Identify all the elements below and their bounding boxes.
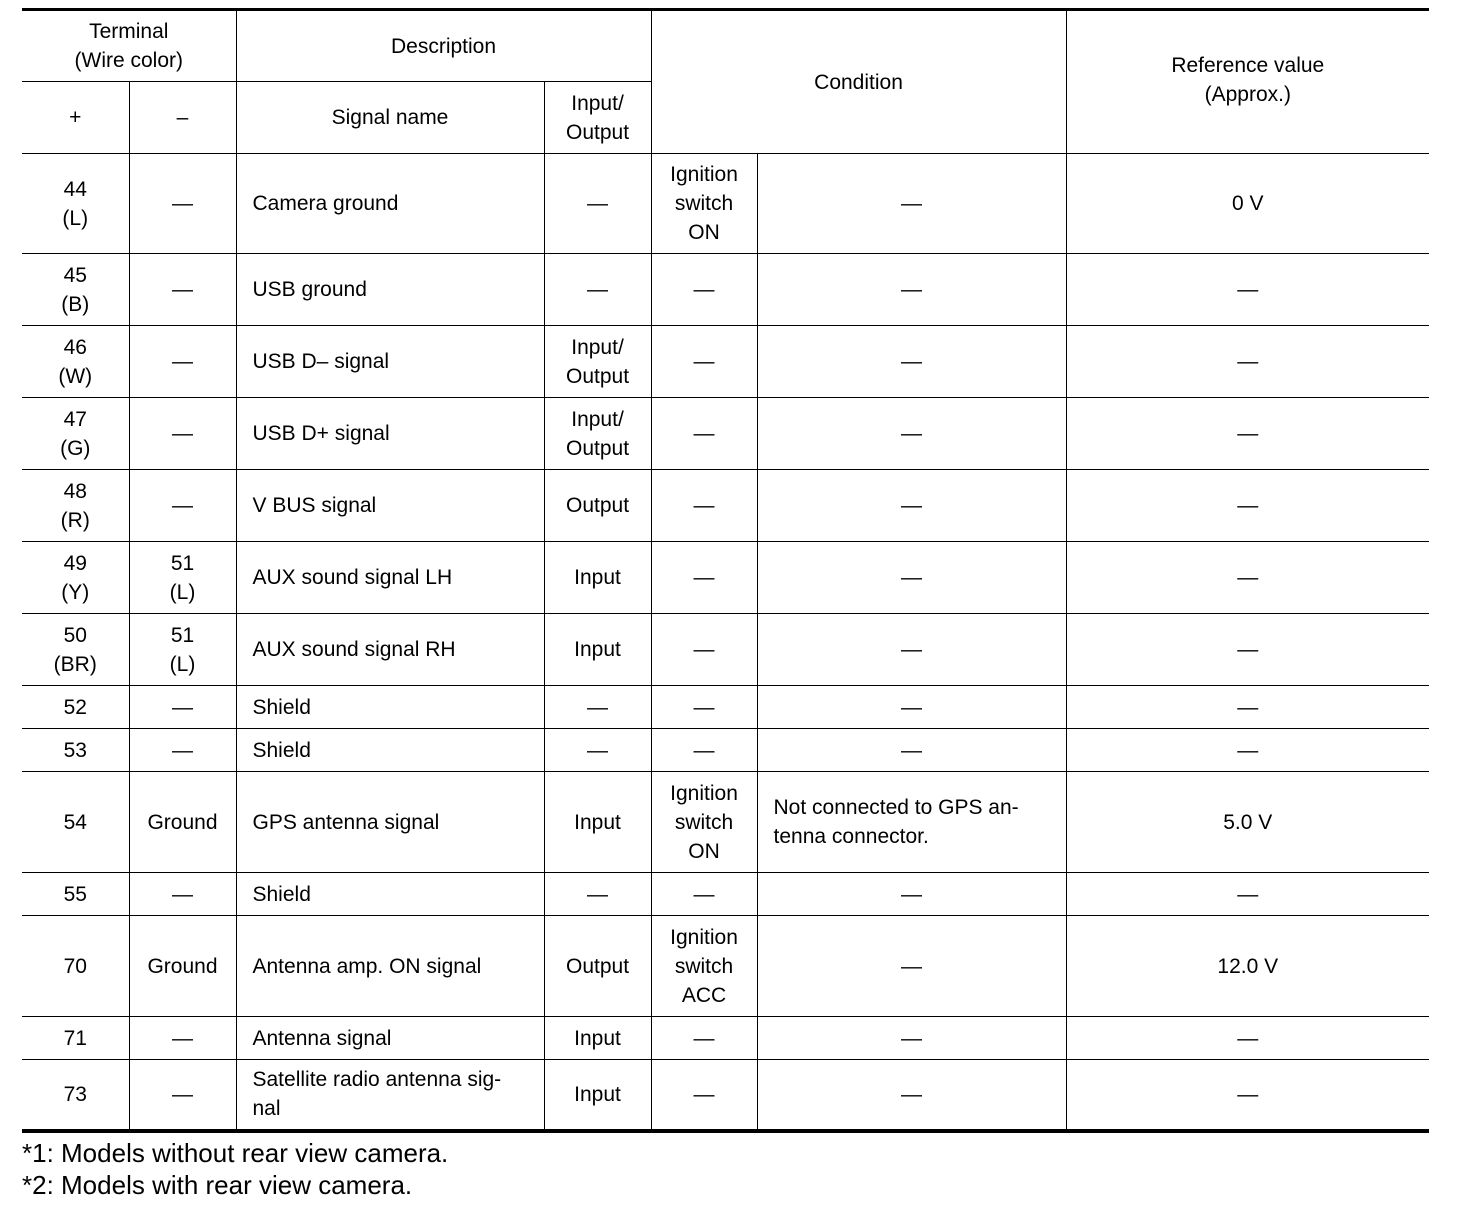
condition-detail-cell: — (757, 686, 1066, 729)
signal-name-cell: USB D+ signal (236, 398, 544, 470)
terminal-minus-cell: — (129, 1060, 236, 1131)
terminal-plus-cell: 47 (G) (22, 398, 129, 470)
signal-name-cell: V BUS signal (236, 470, 544, 542)
condition-detail-cell: — (757, 398, 1066, 470)
table-row (22, 1060, 1429, 1131)
reference-value-cell: 0 V (1066, 154, 1429, 254)
reference-value-cell: 12.0 V (1066, 916, 1429, 1017)
terminal-plus-cell: 70 (22, 916, 129, 1017)
terminal-minus-cell: Ground (129, 916, 236, 1017)
terminal-plus-cell: 49 (Y) (22, 542, 129, 614)
reference-value-cell: — (1066, 1060, 1429, 1131)
terminal-minus-cell: — (129, 1017, 236, 1060)
input-output-cell: Input (544, 542, 651, 614)
condition-detail-cell: — (757, 729, 1066, 772)
condition-detail-cell: — (757, 154, 1066, 254)
condition-detail-cell: — (757, 873, 1066, 916)
terminal-minus-cell: — (129, 686, 236, 729)
reference-value-cell: — (1066, 326, 1429, 398)
terminal-plus-cell: 48 (R) (22, 470, 129, 542)
table-row (22, 1017, 1429, 1060)
table-row (22, 470, 1429, 542)
table-body (22, 154, 1429, 1131)
reference-value-cell: — (1066, 254, 1429, 326)
condition-detail-cell: — (757, 1060, 1066, 1131)
terminal-plus-cell: 73 (22, 1060, 129, 1131)
signal-name-cell: GPS antenna signal (236, 772, 544, 873)
table-row (22, 326, 1429, 398)
condition-cell: Ignition switch ACC (651, 916, 757, 1017)
input-output-cell: — (544, 154, 651, 254)
table-row (22, 542, 1429, 614)
table-row (22, 873, 1429, 916)
condition-detail-cell: — (757, 326, 1066, 398)
condition-cell: — (651, 254, 757, 326)
terminal-minus-cell: — (129, 470, 236, 542)
reference-value-cell: — (1066, 614, 1429, 686)
condition-cell: — (651, 1060, 757, 1131)
condition-cell: — (651, 873, 757, 916)
input-output-cell: Input (544, 1060, 651, 1131)
input-output-header: Input/ Output (544, 82, 651, 154)
terminal-plus-cell: 46 (W) (22, 326, 129, 398)
terminal-plus-cell: 44 (L) (22, 154, 129, 254)
terminal-minus-cell: 51 (L) (129, 542, 236, 614)
terminal-plus-cell: 53 (22, 729, 129, 772)
signal-name-cell: Shield (236, 873, 544, 916)
reference-value-cell: — (1066, 1017, 1429, 1060)
condition-cell: — (651, 1017, 757, 1060)
terminal-minus-cell: — (129, 729, 236, 772)
terminal-minus-cell: 51 (L) (129, 614, 236, 686)
condition-cell: Ignition switch ON (651, 772, 757, 873)
footnotes (22, 1137, 448, 1201)
terminal-minus-cell: — (129, 398, 236, 470)
terminal-plus-cell: 54 (22, 772, 129, 873)
signal-name-cell: Camera ground (236, 154, 544, 254)
condition-detail-cell: — (757, 614, 1066, 686)
terminal-minus-cell: — (129, 254, 236, 326)
table-row (22, 254, 1429, 326)
signal-name-header: Signal name (236, 82, 544, 154)
reference-value-cell: — (1066, 542, 1429, 614)
table-row (22, 398, 1429, 470)
terminal-table (22, 8, 1429, 1133)
condition-cell: — (651, 542, 757, 614)
input-output-cell: Output (544, 470, 651, 542)
table-row (22, 154, 1429, 254)
table-row (22, 614, 1429, 686)
condition-cell: — (651, 398, 757, 470)
signal-name-cell: AUX sound signal LH (236, 542, 544, 614)
condition-cell: Ignition switch ON (651, 154, 757, 254)
reference-value-header: Reference value (Approx.) (1066, 10, 1429, 154)
signal-name-cell: Shield (236, 729, 544, 772)
condition-detail-cell: — (757, 916, 1066, 1017)
input-output-cell: Input (544, 772, 651, 873)
input-output-cell: — (544, 254, 651, 326)
terminal-minus-cell: — (129, 154, 236, 254)
condition-detail-cell: — (757, 1017, 1066, 1060)
table-row (22, 729, 1429, 772)
input-output-cell: Input (544, 614, 651, 686)
input-output-cell: Output (544, 916, 651, 1017)
input-output-cell: Input/ Output (544, 398, 651, 470)
terminal-plus-cell: 50 (BR) (22, 614, 129, 686)
condition-detail-cell: Not connected to GPS an- tenna connector. (757, 772, 1066, 873)
signal-name-cell: Antenna signal (236, 1017, 544, 1060)
signal-name-cell: USB D– signal (236, 326, 544, 398)
minus-header: – (129, 82, 236, 154)
condition-cell: — (651, 686, 757, 729)
signal-name-cell: Antenna amp. ON signal (236, 916, 544, 1017)
reference-value-cell: — (1066, 686, 1429, 729)
condition-cell: — (651, 729, 757, 772)
terminal-plus-cell: 52 (22, 686, 129, 729)
reference-value-cell: — (1066, 398, 1429, 470)
condition-cell: — (651, 326, 757, 398)
terminal-header: Terminal (Wire color) (22, 10, 236, 82)
signal-name-cell: Satellite radio antenna sig- nal (236, 1060, 544, 1131)
terminal-plus-cell: 55 (22, 873, 129, 916)
table-row (22, 916, 1429, 1017)
signal-name-cell: Shield (236, 686, 544, 729)
signal-name-cell: USB ground (236, 254, 544, 326)
terminal-plus-cell: 45 (B) (22, 254, 129, 326)
input-output-cell: Input (544, 1017, 651, 1060)
plus-header: + (22, 82, 129, 154)
terminal-plus-cell: 71 (22, 1017, 129, 1060)
footnote: *1: Models without rear view camera. (22, 1138, 449, 1168)
condition-detail-cell: — (757, 542, 1066, 614)
table-row (22, 686, 1429, 729)
input-output-cell: — (544, 873, 651, 916)
condition-cell: — (651, 470, 757, 542)
reference-value-cell: 5.0 V (1066, 772, 1429, 873)
description-header: Description (236, 10, 651, 82)
reference-value-cell: — (1066, 470, 1429, 542)
terminal-minus-cell: — (129, 326, 236, 398)
condition-detail-cell: — (757, 254, 1066, 326)
terminal-minus-cell: — (129, 873, 236, 916)
condition-header: Condition (651, 10, 1066, 154)
footnote: *2: Models with rear view camera. (22, 1170, 413, 1200)
terminal-minus-cell: Ground (129, 772, 236, 873)
reference-value-cell: — (1066, 729, 1429, 772)
table-row (22, 772, 1429, 873)
reference-value-cell: — (1066, 873, 1429, 916)
input-output-cell: — (544, 729, 651, 772)
condition-detail-cell: — (757, 470, 1066, 542)
input-output-cell: — (544, 686, 651, 729)
input-output-cell: Input/ Output (544, 326, 651, 398)
signal-name-cell: AUX sound signal RH (236, 614, 544, 686)
condition-cell: — (651, 614, 757, 686)
